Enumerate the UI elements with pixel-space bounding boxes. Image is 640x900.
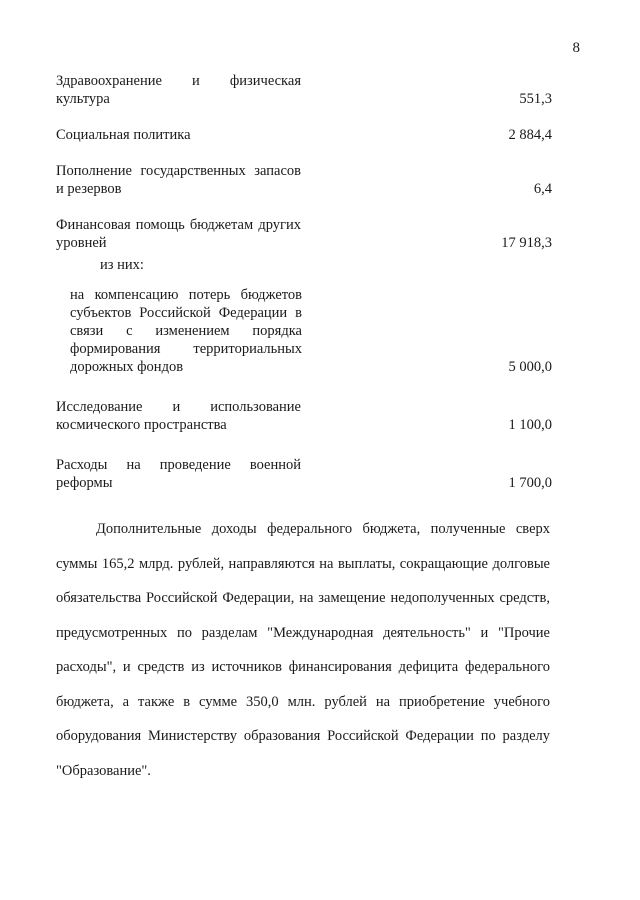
budget-row-label: из них: <box>100 257 144 273</box>
budget-row-value: 1 700,0 <box>508 475 552 491</box>
budget-row-financial-aid <box>56 216 556 252</box>
budget-row-value: 6,4 <box>533 181 552 197</box>
budget-row-label: Расходы на проведение военной реформы <box>56 457 301 491</box>
budget-row-value: 5 000,0 <box>508 359 552 375</box>
budget-row-of-which <box>56 256 556 274</box>
page-number: 8 <box>572 40 580 56</box>
budget-row-value: 1 100,0 <box>508 417 552 433</box>
budget-row-label: Пополнение государственных запасов и резервов <box>56 163 301 197</box>
budget-row-value: 551,3 <box>519 91 552 107</box>
budget-row-label: Социальная политика <box>56 127 191 143</box>
budget-table <box>56 72 556 492</box>
budget-row-label: Финансовая помощь бюджетам других уровней <box>56 217 301 251</box>
additional-revenue-paragraph: Дополнительные доходы федерального бюджета, полученные сверх суммы 165,2 млрд. рублей, направляются на выплаты, сокращающие долговые обязательства Российской Федерации, на замещение недополученных средств, предусмотренных по разделам "Международная деятельность" и "Прочие расходы", и средств из источников финансирования дефицита федерального бюджета, а также в сумме 350,0 млн. рублей на приобретение учебного оборудования Министерству образования Российской Федерации по разделу "Образование". <box>56 521 550 779</box>
budget-row-label: Исследование и использование космического пространства <box>56 399 301 433</box>
budget-row-healthcare <box>56 72 556 108</box>
budget-row-space-research <box>56 398 556 434</box>
budget-row-value: 17 918,3 <box>501 235 552 251</box>
budget-row-military-reform <box>56 456 556 492</box>
budget-row-social-policy <box>56 126 556 144</box>
budget-row-label: Здравоохранение и физическая культура <box>56 73 301 107</box>
budget-row-road-funds-compensation <box>56 286 556 376</box>
budget-row-value: 2 884,4 <box>508 127 552 143</box>
budget-row-label: на компенсацию потерь бюджетов субъектов Российской Федерации в связи с изменением порядка формирования территориальных дорожных фондов <box>70 287 302 375</box>
budget-row-state-reserves <box>56 162 556 198</box>
